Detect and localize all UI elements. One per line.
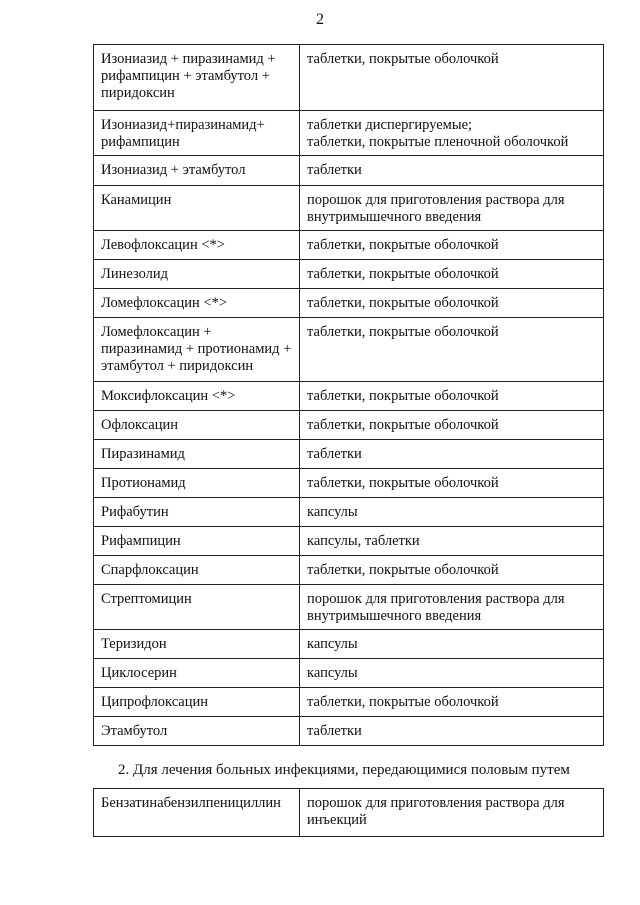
dosage-form-text: таблетки <box>307 723 362 739</box>
dosage-form-cell <box>300 688 604 717</box>
dosage-form-cell <box>300 411 604 440</box>
drug-table <box>93 788 604 837</box>
dosage-form-cell <box>300 469 604 498</box>
drug-name-cell: Бензатинабензилпенициллин <box>94 789 300 837</box>
drug-table-body <box>94 789 604 837</box>
drug-name-cell: Левофлоксацин <*> <box>94 231 300 260</box>
dosage-form-text: таблетки, покрытые оболочкой <box>307 237 499 253</box>
dosage-form-cell <box>300 556 604 585</box>
drug-table-body <box>94 45 604 746</box>
table-row <box>94 469 604 498</box>
dosage-form-cell <box>300 111 604 156</box>
dosage-form-cell <box>300 498 604 527</box>
table-row <box>94 688 604 717</box>
drug-name-cell: Изониазид + пиразинамид + рифампицин + этамбутол + пиридоксин <box>94 45 300 111</box>
drug-name-cell: Этамбутол <box>94 717 300 746</box>
table-row <box>94 382 604 411</box>
drug-name-cell: Изониазид + этамбутол <box>94 156 300 186</box>
dosage-form-cell <box>300 440 604 469</box>
drug-name-cell: Теризидон <box>94 630 300 659</box>
table-row <box>94 498 604 527</box>
table-row <box>94 585 604 630</box>
dosage-form-text: таблетки, покрытые оболочкой <box>307 562 499 578</box>
drug-table <box>93 44 604 746</box>
dosage-form-text: таблетки, покрытые оболочкой <box>307 51 499 67</box>
table-row <box>94 318 604 382</box>
dosage-form-text: таблетки, покрытые пленочной оболочкой <box>307 134 569 150</box>
dosage-form-text: таблетки, покрытые оболочкой <box>307 295 499 311</box>
table-row <box>94 556 604 585</box>
dosage-form-text: таблетки, покрытые оболочкой <box>307 694 499 710</box>
table-row <box>94 630 604 659</box>
drug-name-cell: Рифампицин <box>94 527 300 556</box>
dosage-form-cell <box>300 382 604 411</box>
drug-name-cell: Изониазид+пиразинамид+ рифампицин <box>94 111 300 156</box>
drug-name-cell: Пиразинамид <box>94 440 300 469</box>
dosage-form-text: таблетки, покрытые оболочкой <box>307 417 499 433</box>
table-row <box>94 440 604 469</box>
drug-name-cell: Моксифлоксацин <*> <box>94 382 300 411</box>
dosage-form-text: капсулы, таблетки <box>307 533 420 549</box>
table-row <box>94 111 604 156</box>
drug-name-cell: Спарфлоксацин <box>94 556 300 585</box>
drug-name-cell: Стрептомицин <box>94 585 300 630</box>
dosage-form-cell <box>300 789 604 837</box>
dosage-form-text: таблетки, покрытые оболочкой <box>307 324 499 340</box>
table-row <box>94 156 604 186</box>
drug-name-cell: Канамицин <box>94 186 300 231</box>
dosage-form-cell <box>300 585 604 630</box>
dosage-form-cell <box>300 659 604 688</box>
drug-name-cell: Ломефлоксацин + пиразинамид + протионамид + этамбутол + пиридоксин <box>94 318 300 382</box>
table-row <box>94 231 604 260</box>
dosage-form-cell <box>300 717 604 746</box>
table-row <box>94 289 604 318</box>
drug-name-cell: Линезолид <box>94 260 300 289</box>
table-row <box>94 186 604 231</box>
dosage-form-cell <box>300 156 604 186</box>
dosage-form-cell <box>300 45 604 111</box>
dosage-form-cell <box>300 186 604 231</box>
drug-name-cell: Ципрофлоксацин <box>94 688 300 717</box>
dosage-form-cell <box>300 231 604 260</box>
section-heading: 2. Для лечения больных инфекциями, передающимися половым путем <box>118 762 570 778</box>
page-number: 2 <box>316 11 324 28</box>
dosage-form-cell <box>300 318 604 382</box>
dosage-form-text: таблетки <box>307 162 362 178</box>
dosage-form-text: капсулы <box>307 504 358 520</box>
table-row <box>94 789 604 837</box>
dosage-form-text: капсулы <box>307 665 358 681</box>
dosage-form-text: таблетки <box>307 446 362 462</box>
drug-name-cell: Протионамид <box>94 469 300 498</box>
dosage-form-text: порошок для приготовления раствора для инъекций <box>307 795 565 828</box>
drug-name-cell: Рифабутин <box>94 498 300 527</box>
dosage-form-text: таблетки диспергируемые; <box>307 117 473 133</box>
table-row <box>94 527 604 556</box>
dosage-form-text: таблетки, покрытые оболочкой <box>307 388 499 404</box>
dosage-form-text: капсулы <box>307 636 358 652</box>
table-row <box>94 659 604 688</box>
dosage-form-text: таблетки, покрытые оболочкой <box>307 266 499 282</box>
dosage-form-text: таблетки, покрытые оболочкой <box>307 475 499 491</box>
dosage-form-cell <box>300 527 604 556</box>
dosage-form-cell <box>300 260 604 289</box>
table-row <box>94 717 604 746</box>
table-row <box>94 260 604 289</box>
dosage-form-cell <box>300 289 604 318</box>
table-row <box>94 411 604 440</box>
dosage-form-cell <box>300 630 604 659</box>
drug-name-cell: Офлоксацин <box>94 411 300 440</box>
drug-name-cell: Циклосерин <box>94 659 300 688</box>
dosage-form-text: порошок для приготовления раствора для внутримышечного введения <box>307 591 565 624</box>
table-row <box>94 45 604 111</box>
drug-name-cell: Ломефлоксацин <*> <box>94 289 300 318</box>
dosage-form-text: порошок для приготовления раствора для внутримышечного введения <box>307 192 565 225</box>
